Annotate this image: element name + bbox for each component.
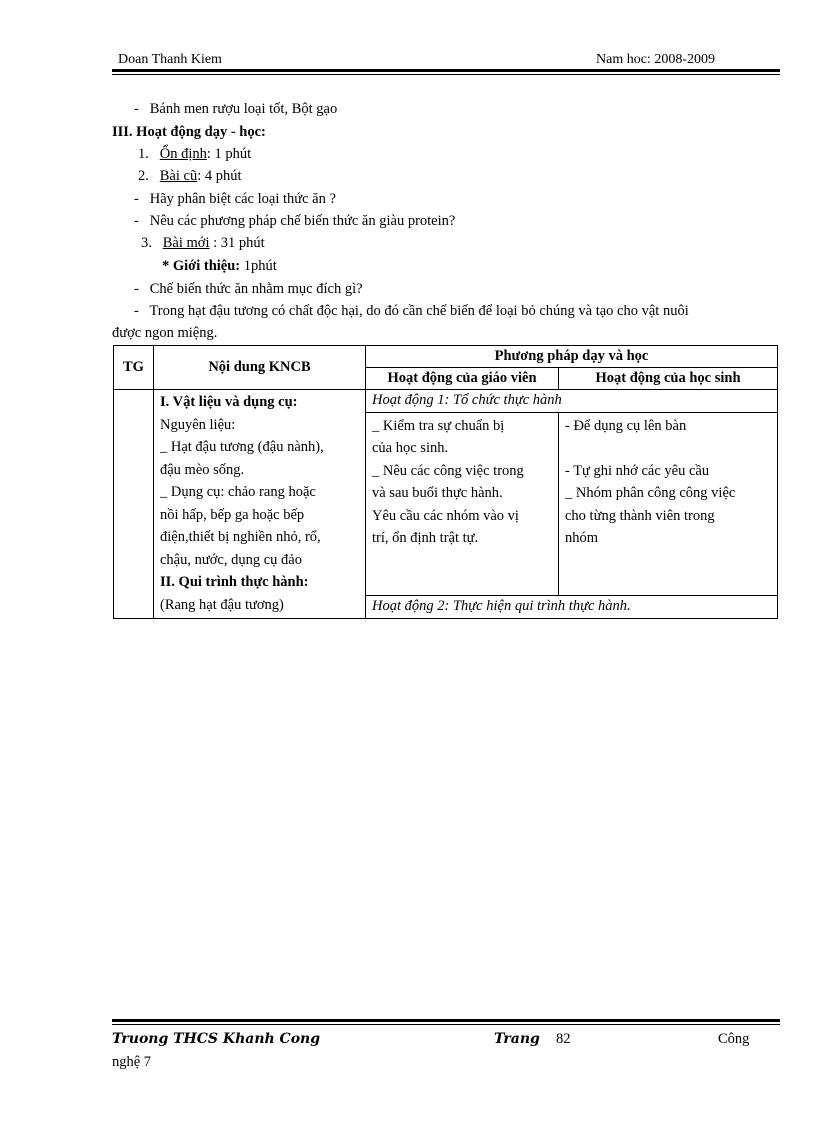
footer-page-number: 82 bbox=[556, 1031, 571, 1047]
content-line: _ Dụng cụ: chảo rang hoặc bbox=[160, 484, 316, 500]
teacher-line: _ Nêu các công việc trong bbox=[372, 462, 524, 479]
header-rule-thin bbox=[112, 74, 780, 75]
content-line: đậu mèo sống. bbox=[160, 461, 245, 478]
item-3: 3. Bài mới : 31 phút bbox=[141, 235, 265, 251]
tg-cell bbox=[114, 390, 154, 619]
teacher-line: và sau buổi thực hành. bbox=[372, 485, 503, 502]
materials-line: - Bánh men rượu loại tốt, Bột gạo bbox=[134, 101, 338, 117]
content-line: điện,thiết bị nghiền nhỏ, rổ, bbox=[160, 529, 321, 545]
teacher-line: của học sinh. bbox=[372, 440, 449, 457]
col-header-tg: TG bbox=[114, 346, 154, 390]
content-cell bbox=[154, 390, 366, 619]
question-2: - Nêu các phương pháp chế biến thức ăn giàu protein? bbox=[134, 213, 456, 229]
col-header-content: Nội dung KNCB bbox=[154, 346, 366, 390]
item-1: 1. Ổn định: 1 phút bbox=[138, 146, 252, 162]
student-line: - Để dụng cụ lên bàn bbox=[565, 417, 687, 434]
footer-rule-thin bbox=[112, 1024, 780, 1025]
content-line: nồi hấp, bếp ga hoặc bếp bbox=[160, 506, 305, 523]
content-line: II. Qui trình thực hành: bbox=[160, 574, 309, 590]
footer-page-label: Trang bbox=[494, 1031, 540, 1047]
student-line: cho từng thành viên trong bbox=[565, 507, 715, 524]
activity-2-label: Hoạt động 2: Thực hiện qui trình thực hành. bbox=[366, 596, 778, 619]
teacher-cell bbox=[366, 412, 559, 595]
footer-subject-part1: Công bbox=[718, 1031, 750, 1047]
bullet-purpose: - Chế biến thức ăn nhằm mục đích gì? bbox=[134, 281, 363, 297]
teacher-line: Yêu cầu các nhóm vào vị bbox=[372, 507, 519, 524]
bullet-soybean-line2: được ngon miệng. bbox=[112, 325, 218, 341]
activity-1-label: Hoạt động 1: Tổ chức thực hành bbox=[366, 390, 778, 413]
content-line: chậu, nước, dụng cụ đảo bbox=[160, 551, 302, 568]
content-line: (Rang hạt đậu tương) bbox=[160, 596, 284, 613]
content-line: Nguyên liệu: bbox=[160, 416, 236, 433]
intro-line: * Giới thiệu: 1phút bbox=[162, 258, 277, 274]
header-school-year: Nam hoc: 2008-2009 bbox=[596, 52, 715, 67]
bullet-soybean-line1: - Trong hạt đậu tương có chất độc hại, do đó cần chế biến để loại bỏ chúng và tạo cho vật nuôi bbox=[134, 303, 689, 319]
col-header-teacher: Hoạt động của giáo viên bbox=[366, 368, 559, 390]
footer-rule bbox=[112, 1019, 780, 1022]
header-rule bbox=[112, 69, 780, 72]
question-1: - Hãy phân biệt các loại thức ăn ? bbox=[134, 191, 336, 207]
student-line: - Tự ghi nhớ các yêu cầu bbox=[565, 462, 710, 479]
col-header-student: Hoạt động của học sinh bbox=[559, 368, 778, 390]
lesson-table bbox=[113, 345, 778, 619]
content-line: _ Hạt đậu tương (đậu nành), bbox=[160, 439, 324, 455]
col-header-method: Phương pháp dạy và học bbox=[366, 346, 778, 368]
header-author: Doan Thanh Kiem bbox=[118, 52, 222, 67]
teacher-line: _ Kiểm tra sự chuẩn bị bbox=[372, 417, 505, 434]
student-line: nhóm bbox=[565, 530, 599, 547]
footer-school: Truong THCS Khanh Cong bbox=[112, 1031, 321, 1047]
item-2: 2. Bài cũ: 4 phút bbox=[138, 168, 242, 184]
student-cell bbox=[559, 412, 778, 595]
content-line: I. Vật liệu và dụng cụ: bbox=[160, 394, 298, 410]
student-line: _ Nhóm phân công công việc bbox=[565, 485, 736, 502]
student-line bbox=[565, 437, 771, 460]
section-3-title: III. Hoạt động dạy - học: bbox=[112, 124, 266, 140]
footer-subject-part2: nghệ 7 bbox=[112, 1054, 152, 1070]
teacher-line: trí, ổn định trật tự. bbox=[372, 530, 479, 547]
